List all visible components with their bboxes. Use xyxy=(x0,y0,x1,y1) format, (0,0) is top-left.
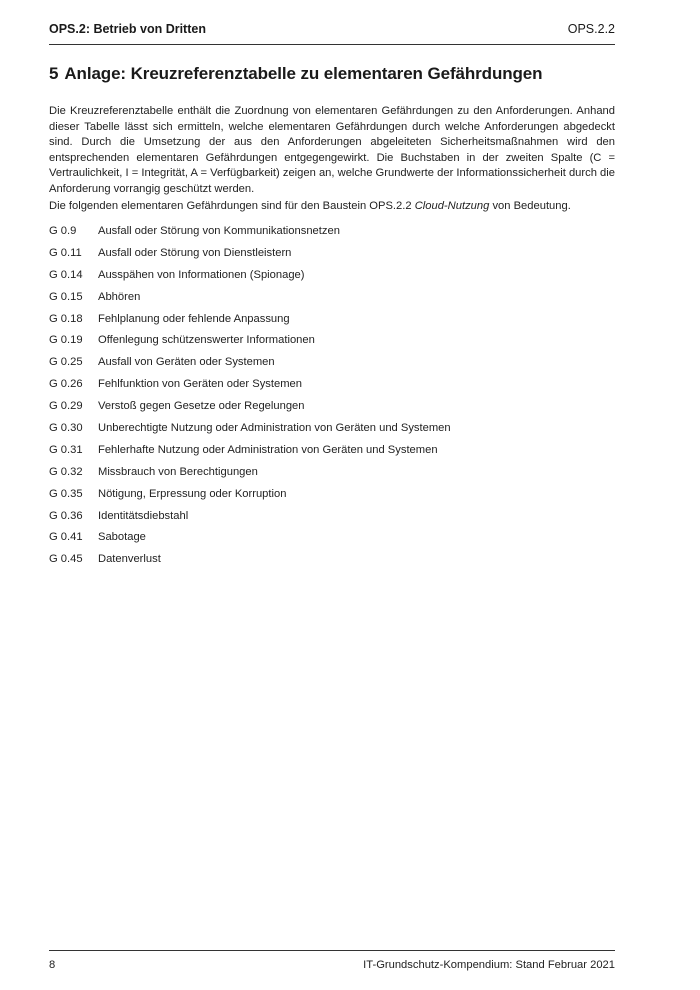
threat-label: Unberechtigte Nutzung oder Administration von Geräten und Systemen xyxy=(98,421,451,434)
module-sentence-start: Die folgenden elementaren Gefährdungen sind für den Baustein OPS.2.2 xyxy=(49,200,415,212)
threat-label: Offenlegung schützenswerter Informationen xyxy=(98,334,315,347)
threat-id: G 0.36 xyxy=(49,509,83,522)
chapter-title: OPS.2: Betrieb von Dritten xyxy=(49,22,206,36)
threat-id: G 0.31 xyxy=(49,443,83,456)
threat-label: Sabotage xyxy=(98,531,146,544)
threat-id: G 0.35 xyxy=(49,487,83,500)
threat-label: Verstoß gegen Gesetze oder Regelungen xyxy=(98,400,305,413)
section-title: Anlage: Kreuzreferenztabelle zu elementaren Gefährdungen xyxy=(64,64,543,83)
threat-label: Nötigung, Erpressung oder Korruption xyxy=(98,487,287,500)
threat-label: Fehlplanung oder fehlende Anpassung xyxy=(98,312,290,325)
threat-id: G 0.45 xyxy=(49,553,83,566)
threat-item xyxy=(49,242,451,264)
publication-info: IT-Grundschutz-Kompendium: Stand Februar 2021 xyxy=(363,959,615,971)
threat-label: Fehlfunktion von Geräten oder Systemen xyxy=(98,378,302,391)
threat-label: Ausfall oder Störung von Kommunikationsnetzen xyxy=(98,224,340,237)
threat-item xyxy=(49,483,451,505)
threat-label: Abhören xyxy=(98,290,141,303)
threat-id: G 0.25 xyxy=(49,356,83,369)
module-sentence xyxy=(49,199,615,215)
threat-item xyxy=(49,264,451,286)
page-footer xyxy=(49,950,615,971)
threat-label: Missbrauch von Berechtigungen xyxy=(98,465,258,478)
threat-id: G 0.18 xyxy=(49,312,83,325)
threat-label: Datenverlust xyxy=(98,553,161,566)
threat-label: Fehlerhafte Nutzung oder Administration von Geräten und Systemen xyxy=(98,443,438,456)
threat-id: G 0.30 xyxy=(49,421,83,434)
threat-item xyxy=(49,395,451,417)
threat-id: G 0.41 xyxy=(49,531,83,544)
module-sentence-end: von Bedeutung. xyxy=(489,200,571,212)
threat-label: Ausfall oder Störung von Dienstleistern xyxy=(98,246,292,259)
threat-label: Ausfall von Geräten oder Systemen xyxy=(98,356,275,369)
threat-item xyxy=(49,417,451,439)
threat-item xyxy=(49,439,451,461)
threat-item xyxy=(49,526,451,548)
threat-id: G 0.26 xyxy=(49,378,83,391)
intro-paragraph: Die Kreuzreferenztabelle enthält die Zuordnung von elementaren Gefährdungen zu den Anforderungen. Anhand dieser Tabelle lässt sich ermitteln, welche elementaren Gefährdungen durch welche Anforderungen abgedeckt sind. Durch die Umsetzung der aus den Anforderungen abgeleiteten Sicherheitsmaßnahmen wird den entsprechenden elementaren Gefährdungen entgegengewirkt. Die Buchstaben in der zweiten Spalte (C = Vertraulichkeit, I = Integrität, A = Verfügbarkeit) zeigen an, welche Grundwerte der Informationssicherheit durch die Anforderung vorrangig geschützt werden. xyxy=(49,105,615,195)
threat-item xyxy=(49,220,451,242)
threat-id: G 0.32 xyxy=(49,465,83,478)
threat-item xyxy=(49,461,451,483)
threat-item xyxy=(49,548,451,570)
threat-item xyxy=(49,286,451,308)
threat-item xyxy=(49,373,451,395)
section-heading xyxy=(49,64,542,84)
threat-id: G 0.9 xyxy=(49,224,77,237)
threat-id: G 0.14 xyxy=(49,268,83,281)
page-header xyxy=(49,22,615,45)
section-number: 5 xyxy=(49,64,59,83)
threat-item xyxy=(49,308,451,330)
threat-id: G 0.15 xyxy=(49,290,83,303)
threat-id: G 0.19 xyxy=(49,334,83,347)
threat-label: Ausspähen von Informationen (Spionage) xyxy=(98,268,305,281)
threat-item xyxy=(49,351,451,373)
threat-item xyxy=(49,329,451,351)
threat-id: G 0.11 xyxy=(49,246,82,259)
threat-item xyxy=(49,505,451,527)
module-code: OPS.2.2 xyxy=(567,22,615,36)
module-name: Cloud-Nutzung xyxy=(414,200,490,212)
threat-id: G 0.29 xyxy=(49,400,83,413)
threat-list xyxy=(49,220,451,570)
threat-label: Identitätsdiebstahl xyxy=(98,509,189,522)
page-number: 8 xyxy=(49,959,56,971)
